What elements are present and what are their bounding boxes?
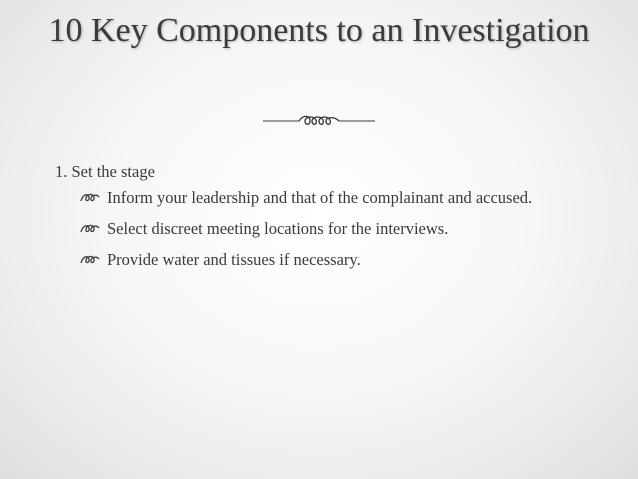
list-item (55, 219, 595, 239)
flourish-divider-icon (263, 112, 375, 130)
slide-title: 10 Key Components to an Investigation (48, 12, 590, 49)
flourish-bullet-icon (80, 222, 100, 236)
bullet-text: Inform your leadership and that of the complainant and accused. (107, 188, 533, 207)
section-heading: 1. Set the stage (55, 162, 155, 181)
flourish-bullet-icon (80, 191, 100, 205)
slide-body (55, 162, 595, 281)
bullet-text: Select discreet meeting locations for the interviews. (107, 219, 449, 238)
bullet-text: Provide water and tissues if necessary. (107, 250, 361, 269)
list-item (55, 188, 595, 208)
bullet-list (55, 188, 595, 270)
list-item (55, 250, 595, 270)
flourish-bullet-icon (80, 253, 100, 267)
